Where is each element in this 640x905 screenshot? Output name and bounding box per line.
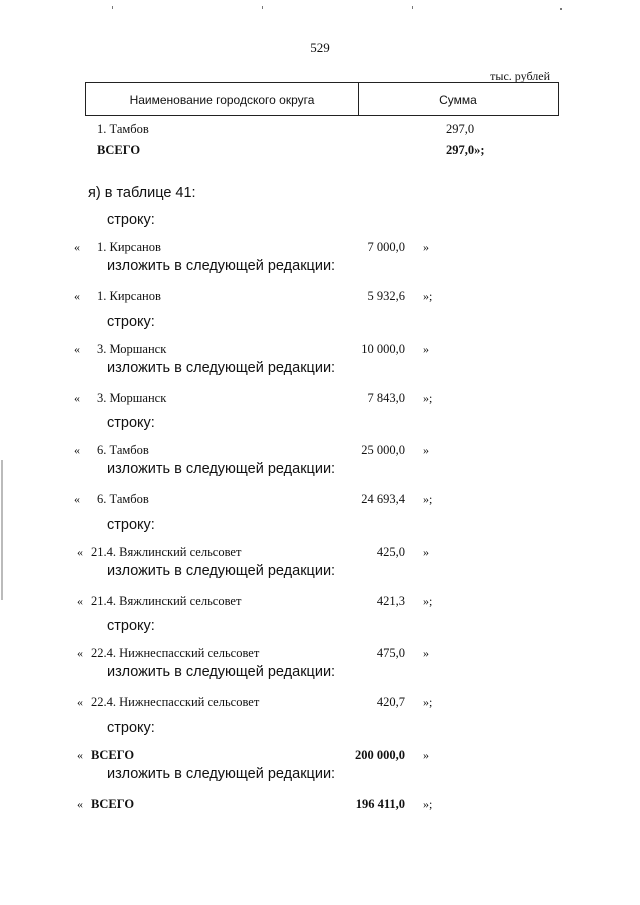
- phrase-row: строку:: [107, 212, 155, 228]
- scan-mark: [560, 8, 562, 10]
- scan-mark: [412, 6, 413, 9]
- new-row-value: 196 411,0: [355, 797, 405, 811]
- amount-table-header: [85, 82, 559, 116]
- new-row-name: 1. Кирсанов: [97, 289, 161, 303]
- quote-open: «: [74, 443, 80, 457]
- phrase-row: строку:: [107, 618, 155, 634]
- old-row-value: 475,0: [376, 646, 405, 660]
- quote-close: »: [423, 342, 429, 356]
- phrase-replace: изложить в следующей редакции:: [107, 563, 336, 579]
- quote-close: »: [423, 443, 429, 457]
- scan-mark: [112, 6, 113, 9]
- new-row-value: 24 693,4: [361, 492, 405, 506]
- old-row-name: 22.4. Нижнеспасский сельсовет: [91, 646, 260, 660]
- new-row-name: ВСЕГО: [91, 797, 135, 811]
- quote-close: »: [423, 545, 429, 559]
- quote-open: «: [77, 646, 83, 660]
- quote-open: «: [74, 492, 80, 506]
- quote-open: «: [74, 289, 80, 303]
- new-row-value: 421,3: [376, 594, 405, 608]
- quote-close-semicolon: »;: [423, 594, 433, 608]
- quote-close-semicolon: »;: [423, 289, 433, 303]
- column-header-name: Наименование городского округа: [129, 93, 315, 107]
- phrase-row: строку:: [107, 517, 155, 533]
- quote-open: «: [77, 594, 83, 608]
- new-row-name: 3. Моршанск: [97, 391, 167, 405]
- quote-close-semicolon: »;: [423, 391, 433, 405]
- phrase-row: строку:: [107, 314, 155, 330]
- quote-open: «: [77, 545, 83, 559]
- phrase-row: строку:: [107, 415, 155, 431]
- old-row-value: 7 000,0: [367, 240, 405, 254]
- quote-open: «: [74, 342, 80, 356]
- phrase-replace: изложить в следующей редакции:: [107, 461, 336, 477]
- phrase-replace: изложить в следующей редакции:: [107, 360, 336, 376]
- old-row-name: ВСЕГО: [91, 748, 135, 762]
- old-row-value: 200 000,0: [355, 748, 405, 762]
- units-label: тыс. рублей: [490, 69, 550, 83]
- phrase-replace: изложить в следующей редакции:: [107, 766, 336, 782]
- table-row-value: 297,0: [446, 122, 475, 136]
- table-total-label: ВСЕГО: [97, 143, 141, 157]
- quote-close: »: [423, 748, 429, 762]
- quote-close-semicolon: »;: [423, 797, 433, 811]
- quote-close-semicolon: »;: [423, 695, 433, 709]
- column-header-sum: Сумма: [439, 93, 477, 107]
- quote-open: «: [77, 748, 83, 762]
- table-total-value: 297,0»;: [446, 143, 485, 157]
- new-row-value: 420,7: [376, 695, 405, 709]
- quote-open: «: [74, 240, 80, 254]
- new-row-value: 7 843,0: [367, 391, 405, 405]
- new-row-name: 21.4. Вяжлинский сельсовет: [91, 594, 242, 608]
- new-row-name: 6. Тамбов: [97, 492, 149, 506]
- scan-mark: [262, 6, 263, 9]
- old-row-name: 21.4. Вяжлинский сельсовет: [91, 545, 242, 559]
- old-row-name: 1. Кирсанов: [97, 240, 161, 254]
- quote-open: «: [74, 391, 80, 405]
- quote-open: «: [77, 797, 83, 811]
- section-heading: я) в таблице 41:: [88, 185, 196, 201]
- old-row-value: 10 000,0: [361, 342, 405, 356]
- table-row-name: 1. Тамбов: [97, 122, 149, 136]
- quote-close: »: [423, 646, 429, 660]
- quote-open: «: [77, 695, 83, 709]
- page-number: 529: [310, 40, 330, 55]
- old-row-value: 425,0: [376, 545, 405, 559]
- new-row-value: 5 932,6: [367, 289, 405, 303]
- old-row-name: 6. Тамбов: [97, 443, 149, 457]
- new-row-name: 22.4. Нижнеспасский сельсовет: [91, 695, 260, 709]
- phrase-row: строку:: [107, 720, 155, 736]
- phrase-replace: изложить в следующей редакции:: [107, 258, 336, 274]
- phrase-replace: изложить в следующей редакции:: [107, 664, 336, 680]
- quote-close: »: [423, 240, 429, 254]
- scan-edge-mark: [1, 460, 3, 600]
- quote-close-semicolon: »;: [423, 492, 433, 506]
- old-row-value: 25 000,0: [361, 443, 405, 457]
- old-row-name: 3. Моршанск: [97, 342, 167, 356]
